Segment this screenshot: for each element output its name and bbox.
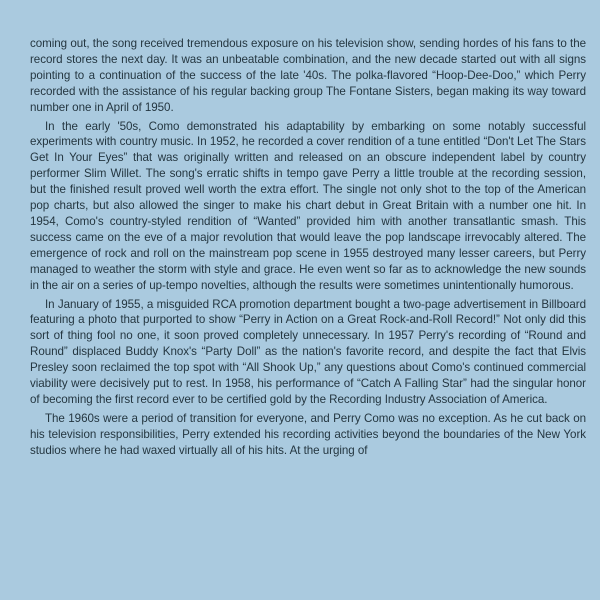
paragraph-3: In January of 1955, a misguided RCA promotion department bought a two-page advertisement in Billboard featuring a photo that purported to show “Perry in Action on a Great Rock-and-Roll Record!” Not only did this sort of thing fool no one, it soon proved completely unnecessary. In 1957 Perry's recording of “Round and Round” displaced Buddy Knox's “Party Doll” as the nation's favorite record, and despite the fact that Elvis Presley soon reclaimed the top spot with “All Shook Up,” any questions about Como's continued commercial viability were decisively put to rest. In 1958, his performance of “Catch A Falling Star” had the singular honor of becoming the first record ever to be certified gold by the Recording Industry Association of America. bbox=[30, 297, 586, 406]
body-text bbox=[30, 36, 586, 459]
paragraph-1: coming out, the song received tremendous exposure on his television show, sending hordes of his fans to the record stores the next day. It was an unbeatable combination, and the new decade started out with all signs pointing to a continuation of the success of the late '40s. The polka-flavored “Hoop-Dee-Doo,” which Perry recorded with the assistance of his regular backing group The Fontane Sisters, began making its way toward number one in April of 1950. bbox=[30, 37, 586, 114]
paragraph-2: In the early '50s, Como demonstrated his adaptability by embarking on some notably successful experiments with country music. In 1952, he recorded a cover rendition of a tune entitled “Don't Let The Stars Get In Your Eyes” that was originally written and released on an obscure independent label by country performer Slim Willet. The song's erratic shifts in tempo gave Perry a little trouble at the recording session, but the finished result proved well worth the extra effort. The single not only shot to the top of the American pop charts, but also allowed the singer to make his chart debut in Great Britain with a number one hit. In 1954, Como's country-styled rendition of “Wanted” provided him with another transatlantic smash. This success came on the eve of a major revolution that would leave the pop landscape irrevocably altered. The emergence of rock and roll on the mainstream pop scene in 1955 destroyed many lesser careers, but Perry managed to weather the storm with style and grace. He even went so far as to acknowledge the new sounds in the air on a series of up-tempo novelties, although the results were sometimes unintentionally humorous. bbox=[30, 119, 586, 292]
paragraph-4: The 1960s were a period of transition for everyone, and Perry Como was no exception. As he cut back on his television responsibilities, Perry extended his recording activities beyond the boundaries of the New York studios where he had waxed virtually all of his hits. At the urging of bbox=[30, 411, 586, 457]
